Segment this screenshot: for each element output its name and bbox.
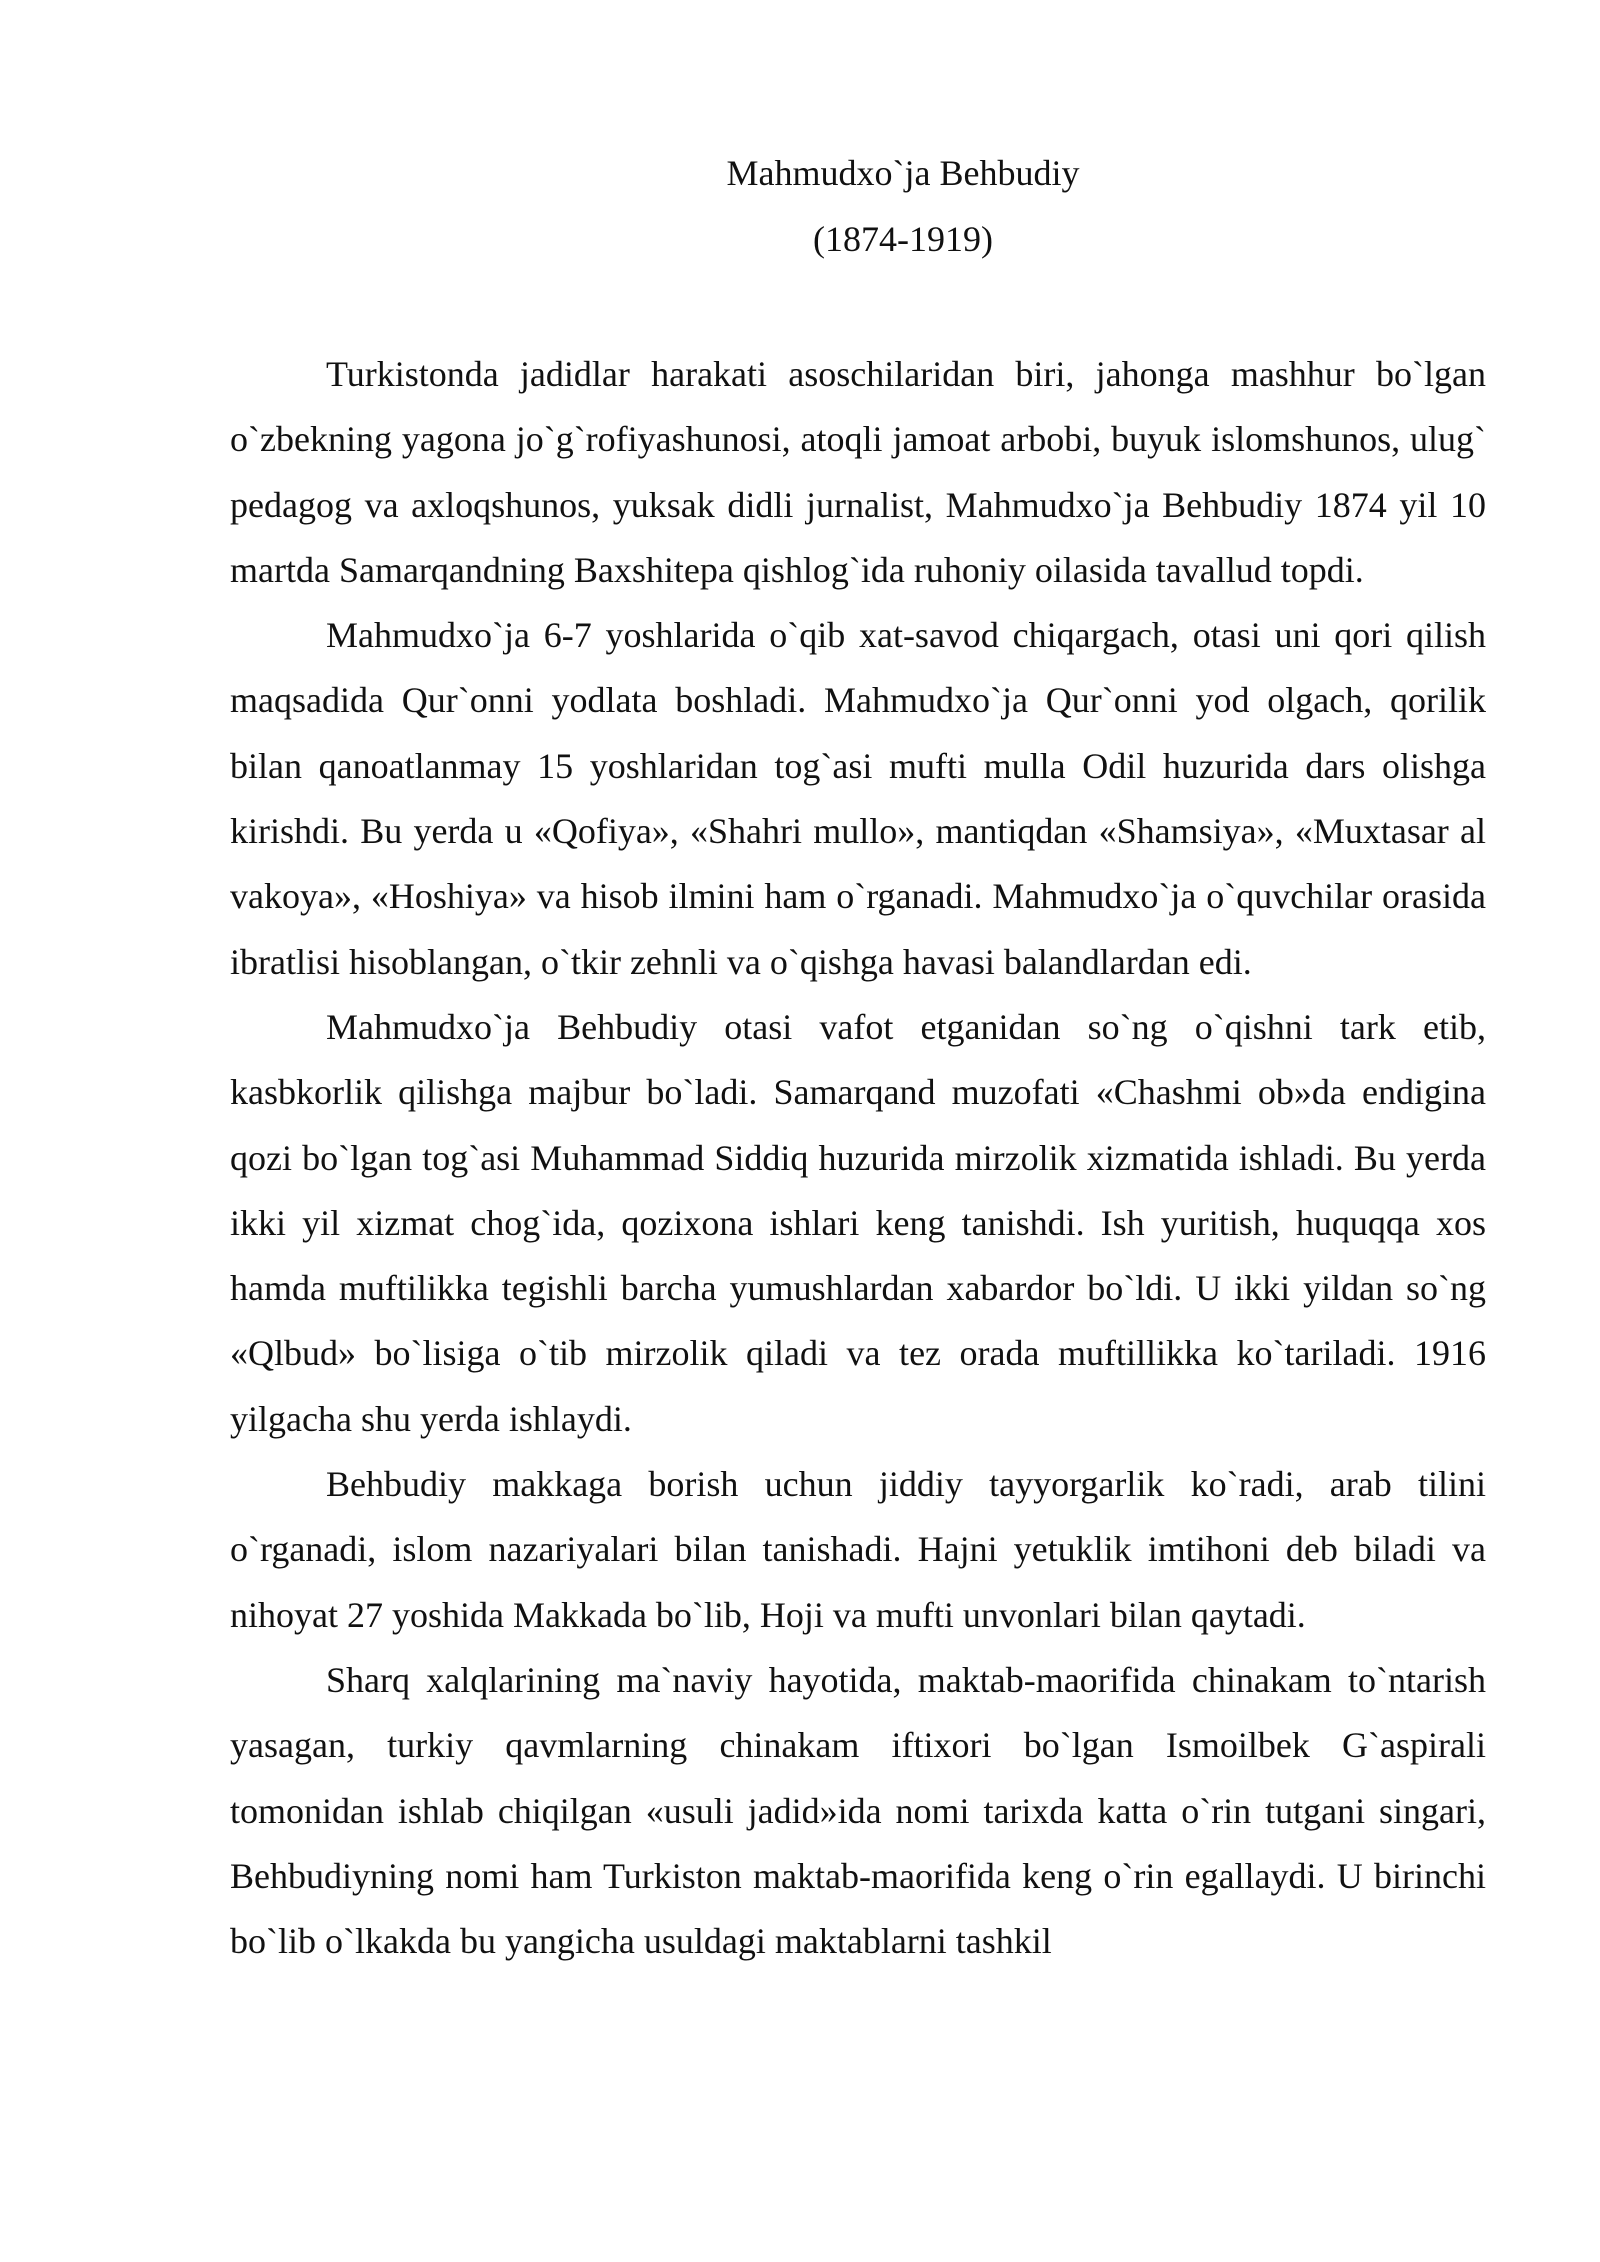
paragraph-1: Turkistonda jadidlar harakati asoschilaridan biri, jahonga mashhur bo`lgan o`zbekning yagona jo`g`rofiyashunosi, atoqli jamoat arbobi, buyuk islomshunos, ulug` pedagog va axloqshunos, yuksak didli jurnalist, Mahmudxo`ja Behbudiy 1874 yil 10 martda Samarqandning Baxshitepa qishlog`ida ruhoniy oilasida tavallud topdi. <box>230 354 1486 590</box>
paragraph-2: Mahmudxo`ja 6-7 yoshlarida o`qib xat-savod chiqargach, otasi uni qori qilish maqsadida Qur`onni yodlata boshladi. Mahmudxo`ja Qur`onni yod olgach, qorilik bilan qanoatlanmay 15 yoshlaridan tog`asi mufti mulla Odil huzurida dars olishga kirishdi. Bu yerda u «Qofiya», «Shahri mullo», mantiqdan «Shamsiya», «Muxtasar al vakoya», «Hoshiya» va hisob ilmini ham o`rganadi. Mahmudxo`ja o`quvchilar orasida ibratlisi hisoblangan, o`tkir zehnli va o`qishga havasi balandlardan edi. <box>230 615 1486 982</box>
paragraph-3: Mahmudxo`ja Behbudiy otasi vafot etganidan so`ng o`qishni tark etib, kasbkorlik qilishga majbur bo`ladi. Samarqand muzofati «Chashmi ob»da endigina qozi bo`lgan tog`asi Muhammad Siddiq huzurida mirzolik xizmatida ishladi. Bu yerda ikki yil xizmat chog`ida, qozixona ishlari keng tanishdi. Ish yuritish, huquqqa xos hamda muftilikka tegishli barcha yumushlardan xabardor bo`ldi. U ikki yildan so`ng «Qlbud» bo`lisiga o`tib mirzolik qiladi va tez orada muftillikka ko`tariladi. 1916 yilgacha shu yerda ishlaydi. <box>230 1006 1486 1439</box>
document-title: Mahmudxo`ja Behbudiy <box>726 153 1080 193</box>
document-years: (1874-1919) <box>813 219 993 259</box>
title-spacer <box>230 272 1486 342</box>
paragraph-4: Behbudiy makkaga borish uchun jiddiy tayyorgarlik ko`radi, arab tilini o`rganadi, islom nazariyalari bilan tanishadi. Hajni yetuklik imtihoni deb biladi va nihoyat 27 yoshida Makkada bo`lib, Hoji va mufti unvonlari bilan qaytadi. <box>230 1464 1486 1635</box>
document-page <box>230 140 1486 1974</box>
paragraph-5: Sharq xalqlarining ma`naviy hayotida, maktab-maorifida chinakam to`ntarish yasagan, turkiy qavmlarning chinakam iftixori bo`lgan Ismoilbek G`aspirali tomonidan ishlab chiqilgan «usuli jadid»ida nomi tarixda katta o`rin tutgani singari, Behbudiyning nomi ham Turkiston maktab-maorifida keng o`rin egallaydi. U birinchi bo`lib o`lkakda bu yangicha usuldagi maktablarni tashkil <box>230 1659 1486 1962</box>
